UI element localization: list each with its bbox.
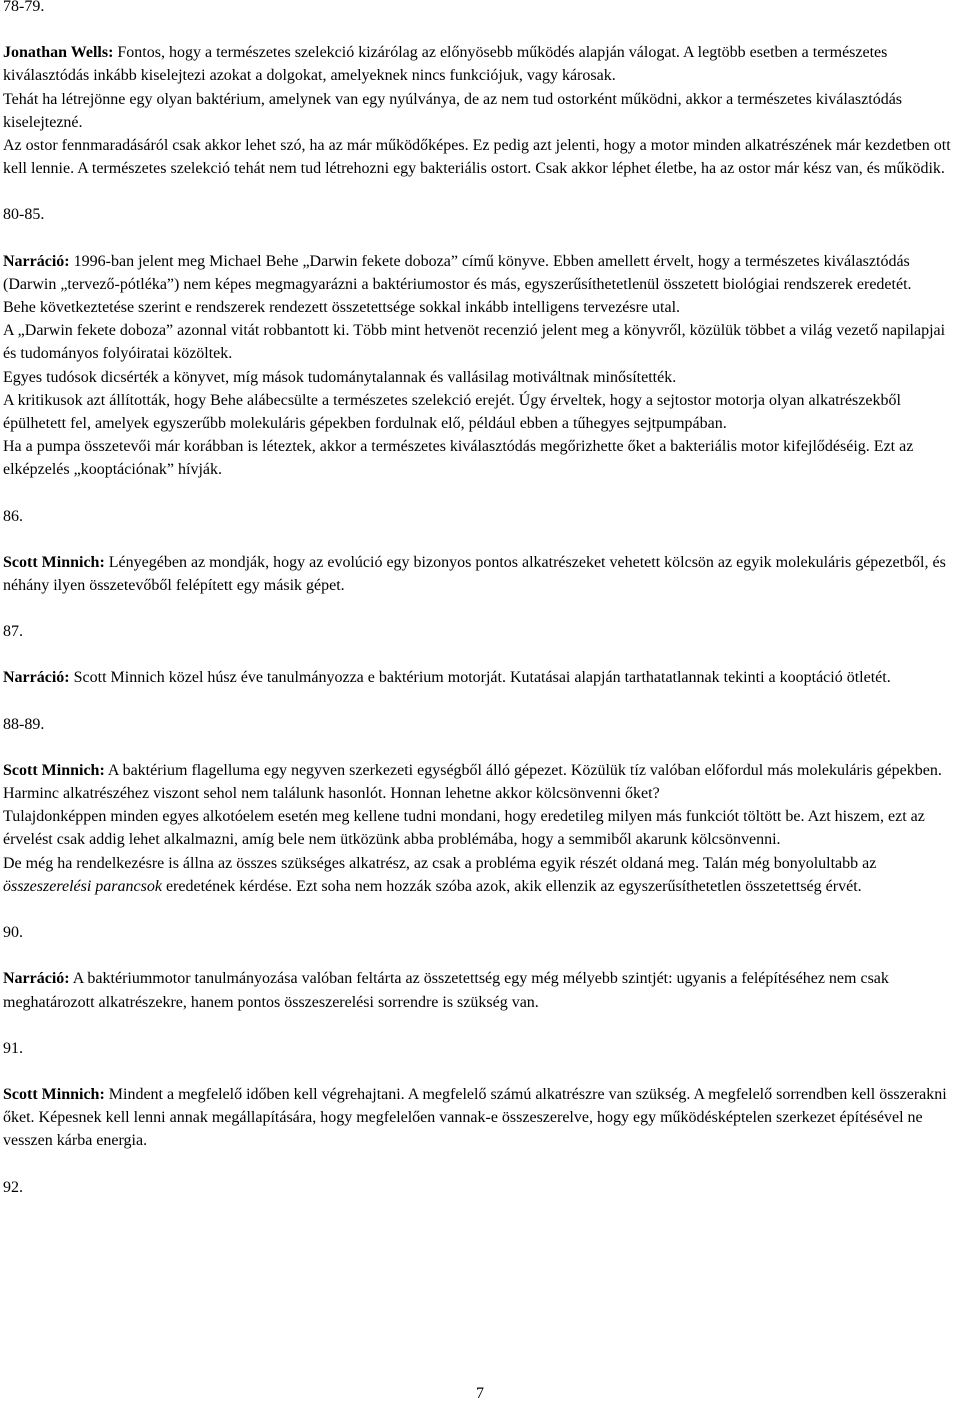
paragraph <box>3 41 957 87</box>
page-number: 7 <box>476 1385 484 1402</box>
paragraph-text: 1996-ban jelent meg Michael Behe „Darwin fekete doboza” című könyve. Ebben amellett érvelt, hogy a természetes kiválasztódás (Darwin „tervező-pótléka”) nem képes megmagyarázni a baktériumostor és más, egyszerűsíthetetlenül összetett biológiai rendszerek eredetét. <box>3 252 912 293</box>
speaker-label: Scott Minnich: <box>3 553 105 571</box>
section-78-79 <box>3 0 957 180</box>
paragraph <box>3 551 957 597</box>
section-number: 86. <box>3 507 23 525</box>
paragraph-text: A baktérium flagelluma egy negyven szerkezeti egységből álló gépezet. Közülük tíz valóban előfordul más molekuláris gépekben. Harminc alkatrészéhez viszont sehol nem találunk hasonlót. Honnan lehetne akkor kölcsönvenni őket? <box>3 761 942 803</box>
paragraph-text: Mindent a megfelelő időben kell végrehajtani. A megfelelő számú alkatrészre van szükség. A megfelelő sorrendben kell összerakni őket. Képesnek kell lenni annak megállapítására, hogy megfelelően vannak-e összeszerelve, hogy egy működésképtelen szerkezet építésével ne vesszen kárba energia. <box>3 1085 947 1150</box>
paragraph-text: eredetének kérdése. Ezt soha nem hozzák szóba azok, akik ellenzik az egyszerűsíthetetlen összetettség érvét. <box>161 877 862 895</box>
section-80-85 <box>3 203 957 481</box>
section-88-89 <box>3 713 957 898</box>
paragraph: A „Darwin fekete doboza” azonnal vitát robbantott ki. Több mint hetvenöt recenzió jelent meg a könyvről, közülük többet a világ vezető napilapjai és tudományos folyóiratai közöltek. <box>3 322 946 363</box>
section-number: 78-79. <box>3 0 45 15</box>
paragraph <box>3 759 957 805</box>
paragraph <box>3 852 957 898</box>
speaker-label: Narráció: <box>3 970 70 988</box>
paragraph: Tulajdonképpen minden egyes alkotóelem esetén meg kellene tudni mondani, hogy eredetileg milyen más funkciót töltött be. Azt hiszem, ezt az érvelést csak addig lehet alkalmazni, amíg bele nem ütközünk abba problémába, hogy a semmiből akarunk kölcsönvenni. <box>3 808 925 849</box>
paragraph-text: Fontos, hogy a természetes szelekció kizárólag az előnyösebb működés alapján válogat. A legtöbb esetben a természetes kiválasztódás inkább kiselejtezi azokat a dolgokat, amelyeknek nincs funkciójuk, vagy károsak. <box>3 44 888 85</box>
paragraph-text: Scott Minnich közel húsz éve tanulmányozza e baktérium motorját. Kutatásai alapján tarthatatlannak tekinti a kooptáció ötletét. <box>69 669 891 687</box>
speaker-label: Narráció: <box>3 252 70 270</box>
document-page <box>3 0 957 1199</box>
paragraph <box>3 250 957 296</box>
paragraph: Behe következtetése szerint e rendszerek rendezett összetettsége sokkal inkább intelligens tervezésre utal. <box>3 299 681 317</box>
paragraph-text: Lényegében az mondják, hogy az evolúció egy bizonyos pontos alkatrészeket vehetett kölcsön az egyik molekuláris gépezetből, és néhány ilyen összetevőből felépített egy másik gépet. <box>3 553 946 595</box>
paragraph: Egyes tudósok dicsérték a könyvet, míg mások tudománytalannak és vallásilag motiváltnak minősítették. <box>3 368 677 386</box>
section-number: 80-85. <box>3 206 45 224</box>
section-91 <box>3 1037 957 1153</box>
speaker-label: Jonathan Wells: <box>3 44 114 62</box>
paragraph: Tehát ha létrejönne egy olyan baktérium, amelynek van egy nyúlványa, de az nem tud ostorként működni, akkor a természetes kiválasztódás kiselejtezné. <box>3 90 903 131</box>
section-number: 91. <box>3 1039 23 1057</box>
section-number: 92. <box>3 1178 23 1196</box>
paragraph: Ha a pumpa összetevői már korábban is léteztek, akkor a természetes kiválasztódás megőrizhette őket a bakteriális motor kifejlődéséig. Ezt az elképzelés „kooptációnak” hívják. <box>3 438 914 479</box>
speaker-label: Scott Minnich: <box>3 1085 105 1103</box>
speaker-label: Narráció: <box>3 669 70 687</box>
section-number: 88-89. <box>3 715 45 733</box>
paragraph: Az ostor fennmaradásáról csak akkor lehet szó, ha az már működőképes. Ez pedig azt jelenti, hogy a motor minden alkatrészének már kezdetben ott kell lennie. A természetes szelekció tehát nem tud létrehozni egy bakteriális ostort. Csak akkor léphet életbe, ha az ostor már kész van, és működik. <box>3 137 951 178</box>
paragraph <box>3 666 957 689</box>
section-87 <box>3 620 957 689</box>
paragraph <box>3 1083 957 1153</box>
section-86 <box>3 505 957 598</box>
speaker-label: Scott Minnich: <box>3 761 105 779</box>
italic-term: összeszerelési parancsok <box>3 877 162 895</box>
section-number: 87. <box>3 623 23 641</box>
paragraph <box>3 967 957 1013</box>
paragraph-text: De még ha rendelkezésre is állna az összes szükséges alkatrész, az csak a probléma egyik részét oldaná meg. Talán még bonyolultabb az <box>3 854 877 872</box>
section-92 <box>3 1176 957 1199</box>
paragraph-text: A baktériummotor tanulmányozása valóban feltárta az összetettség egy még mélyebb szintjét: ugyanis a felépítéséhez nem csak meghatározott alkatrészekre, hanem pontos összeszerelési sorrendre is szükség van. <box>3 970 889 1011</box>
section-90 <box>3 921 957 1014</box>
paragraph: A kritikusok azt állították, hogy Behe alábecsülte a természetes szelekció erejét. Úgy érveltek, hogy a sejtostor motorja olyan alkatrészekből épülhetett fel, amelyek egyszerűbb molekuláris gépekben fordulnak elő, például ebben a tűhegyes sejtpumpában. <box>3 391 901 433</box>
section-number: 90. <box>3 924 23 942</box>
